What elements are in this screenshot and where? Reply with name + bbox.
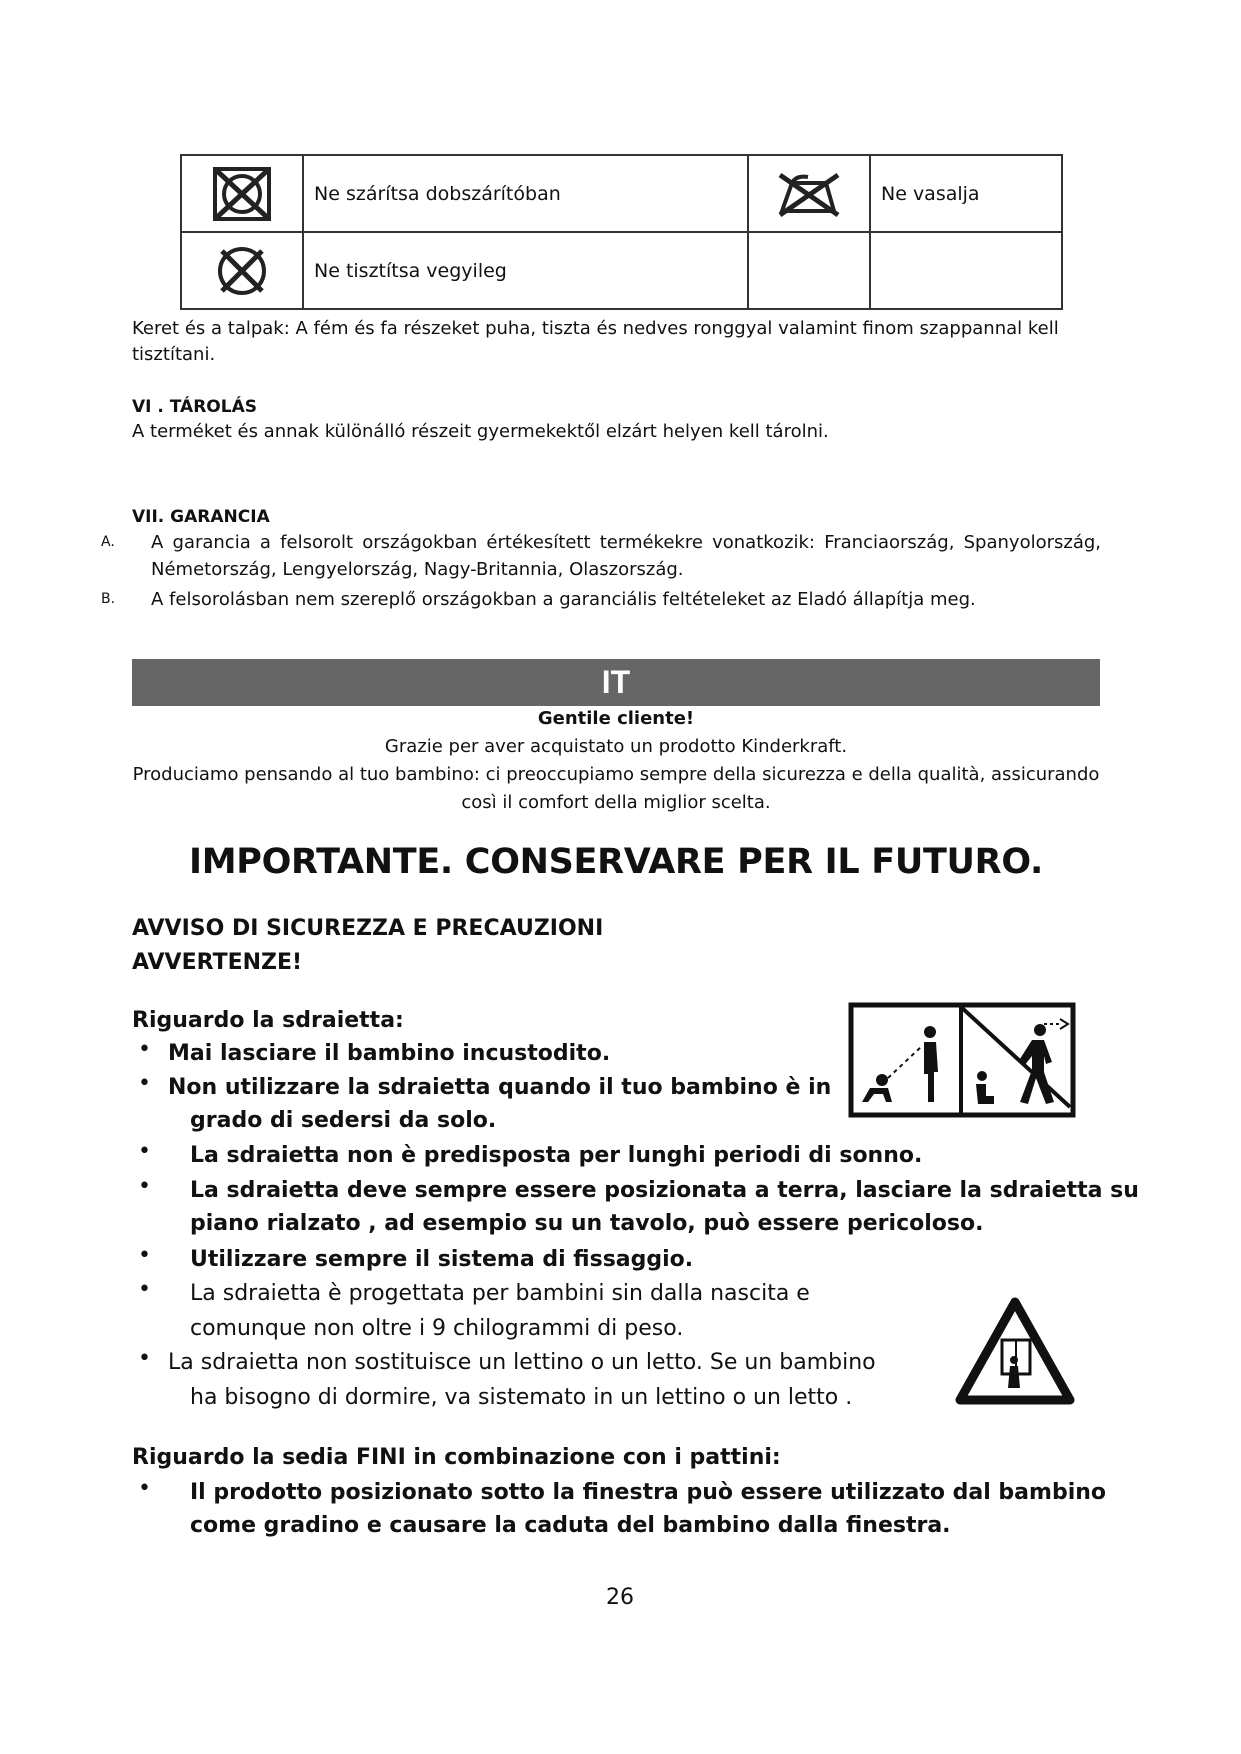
list-item-continuation: ha bisogno di dormire, va sistemato in un lettino o un letto . xyxy=(190,1385,853,1410)
bullet: • xyxy=(138,1243,151,1268)
list-item: La sdraietta non sostituisce un lettino o un letto. Se un bambino xyxy=(168,1350,876,1375)
do-not-dry-clean-icon xyxy=(207,241,277,301)
warranty-letter: B. xyxy=(101,591,116,607)
care-row xyxy=(181,155,1062,232)
list-item-continuation: grado di sedersi da solo. xyxy=(190,1108,497,1133)
window-fall-warning-icon xyxy=(954,1296,1076,1406)
bullet: • xyxy=(138,1476,151,1501)
list-item-continuation: piano rialzato , ad esempio su un tavolo, può essere pericoloso. xyxy=(190,1211,984,1236)
care-symbol-cell xyxy=(181,155,303,232)
unattended-child-warning-icon xyxy=(848,1002,1076,1118)
do-not-iron-icon xyxy=(774,169,844,219)
warranty-item-line: A felsorolásban nem szereplő országokban a garanciális feltételeket az Eladó állapítja meg. xyxy=(151,589,976,610)
cleaning-text: Keret és a talpak: A fém és fa részeket puha, tiszta és nedves ronggyal valamint finom szappannal kell tisztítani. xyxy=(132,318,1059,365)
list-item: La sdraietta non è predisposta per lunghi periodi di sonno. xyxy=(190,1143,923,1168)
intro-line: così il comfort della miglior scelta. xyxy=(461,792,771,813)
care-row xyxy=(181,232,1062,309)
bullet: • xyxy=(138,1174,151,1199)
language-bar: IT xyxy=(132,659,1100,706)
bullet: • xyxy=(138,1071,151,1096)
greeting: Gentile cliente! xyxy=(537,708,695,729)
warranty-item-line: A garancia a felsorolt országokban értékesített termékekre vonatkozik: Franciaország, Spanyolország, xyxy=(151,532,1101,553)
storage-text: A terméket és annak különálló részeit gyermekektől elzárt helyen kell tárolni. xyxy=(132,421,829,442)
list-item: La sdraietta è progettata per bambini sin dalla nascita e xyxy=(190,1281,810,1306)
bullet: • xyxy=(138,1139,151,1164)
bullet: • xyxy=(138,1277,151,1302)
intro-line: Grazie per aver acquistato un prodotto Kinderkraft. xyxy=(384,736,848,757)
bullet: • xyxy=(138,1346,151,1371)
list-item: La sdraietta deve sempre essere posizionata a terra, lasciare la sdraietta su xyxy=(190,1178,1139,1203)
safety-heading: AVVISO DI SICUREZZA E PRECAUZIONI xyxy=(132,916,604,941)
storage-heading: VI . TÁROLÁS xyxy=(132,397,257,417)
page-number: 26 xyxy=(606,1585,634,1610)
intro-line: Produciamo pensando al tuo bambino: ci preoccupiamo sempre della sicurezza e della qualità, assicurando xyxy=(132,764,1100,785)
list-item: Non utilizzare la sdraietta quando il tuo bambino è in xyxy=(168,1075,832,1100)
care-symbol-cell xyxy=(181,232,303,309)
care-text: Ne vasalja xyxy=(870,155,1062,232)
main-title: IMPORTANTE. CONSERVARE PER IL FUTURO. xyxy=(188,842,1044,882)
care-empty-cell xyxy=(870,232,1062,309)
care-text: Ne tisztítsa vegyileg xyxy=(303,232,748,309)
list-item-continuation: come gradino e causare la caduta del bambino dalla finestra. xyxy=(190,1513,951,1538)
list-item: Mai lasciare il bambino incustodito. xyxy=(168,1041,611,1066)
care-empty-cell xyxy=(748,232,870,309)
list-item-continuation: comunque non oltre i 9 chilogrammi di peso. xyxy=(190,1316,684,1341)
bullet: • xyxy=(138,1037,151,1062)
care-symbols-table xyxy=(180,154,1063,310)
chair-heading: Riguardo la sedia FINI in combinazione con i pattini: xyxy=(132,1445,781,1470)
safety-heading: AVVERTENZE! xyxy=(132,950,303,975)
warranty-heading: VII. GARANCIA xyxy=(132,507,270,527)
warranty-item-line: Németország, Lengyelország, Nagy-Britannia, Olaszország. xyxy=(151,559,684,580)
warranty-letter: A. xyxy=(101,534,115,550)
list-item: Utilizzare sempre il sistema di fissaggio. xyxy=(190,1247,694,1272)
list-item: Il prodotto posizionato sotto la finestra può essere utilizzato dal bambino xyxy=(190,1480,1107,1505)
care-text: Ne szárítsa dobszárítóban xyxy=(303,155,748,232)
bouncer-heading: Riguardo la sdraietta: xyxy=(132,1008,404,1033)
care-symbol-cell xyxy=(748,155,870,232)
do-not-tumble-dry-icon xyxy=(207,164,277,224)
